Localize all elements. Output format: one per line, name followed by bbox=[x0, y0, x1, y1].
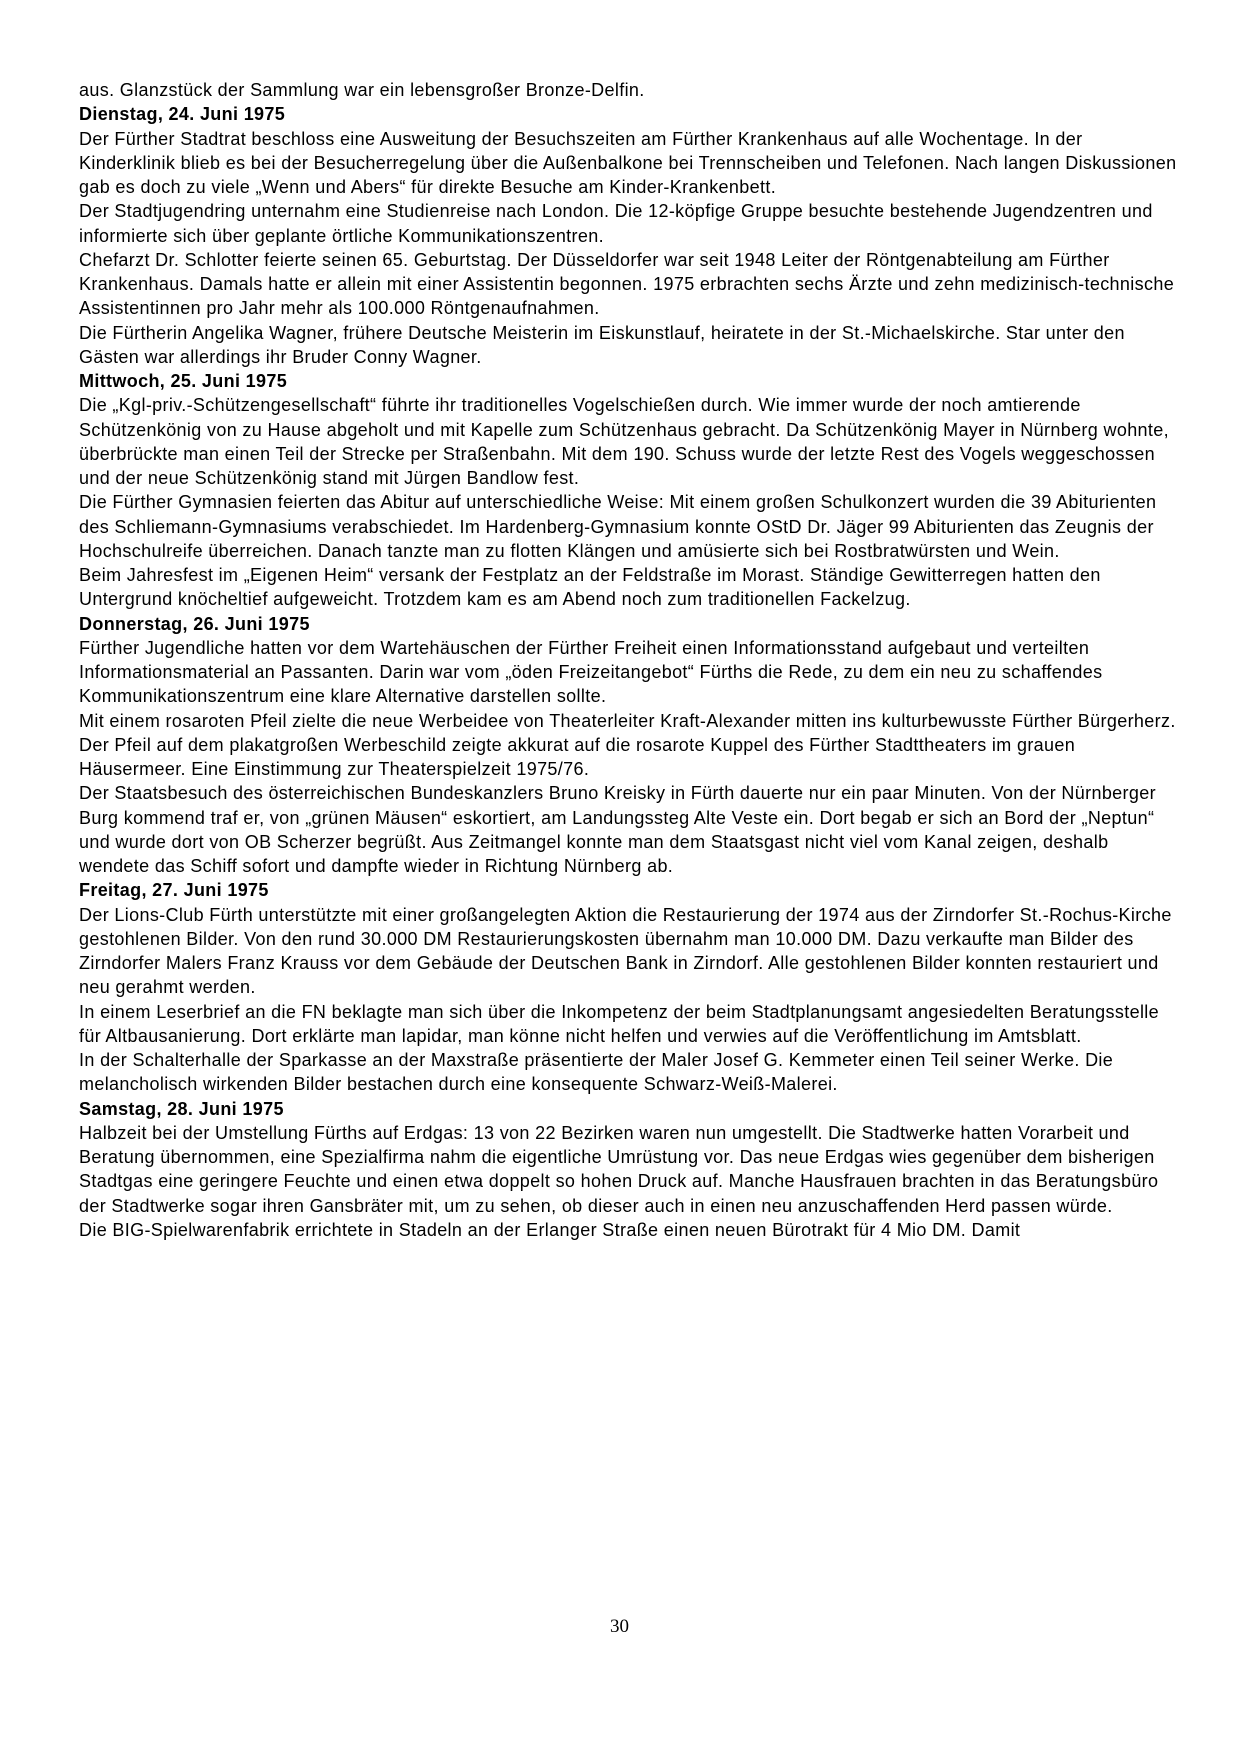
page-number: 30 bbox=[610, 1616, 629, 1637]
paragraph: Die Fürtherin Angelika Wagner, frühere Deutsche Meisterin im Eiskunstlauf, heiratete in der St.-Michaelskirche. Star unter den Gästen war allerdings ihr Bruder Conny Wagner. bbox=[79, 322, 1125, 367]
section-freitag-27-juni-1975 bbox=[79, 878, 1183, 1096]
paragraph: Chefarzt Dr. Schlotter feierte seinen 65. Geburtstag. Der Düsseldorfer war seit 1948 Leiter der Röntgenabteilung am Fürther Krankenhaus. Damals hatte er allein mit einer Assistentin begonnen. 1975 erbrachten sechs Ärzte und zehn medizinisch-technische Assistentinnen pro Jahr mehr als 100.000 Röntgenaufnahmen. bbox=[79, 249, 1175, 319]
paragraph: Der Lions-Club Fürth unterstützte mit einer großangelegten Aktion die Restaurierung der 1974 aus der Zirndorfer St.-Rochus-Kirche gestohlenen Bilder. Von den rund 30.000 DM Restaurierungskosten übernahm man 10.000 DM. Dazu verkaufte man Bilder des Zirndorfer Malers Franz Krauss vor dem Gebäude der Deutschen Bank in Zirndorf. Alle gestohlenen Bilder konnten restauriert und neu gerahmt werden. bbox=[79, 904, 1172, 998]
paragraph: Der Staatsbesuch des österreichischen Bundeskanzlers Bruno Kreisky in Fürth dauerte nur ein paar Minuten. Von der Nürnberger Burg kommend traf er, von „grünen Mäusen“ eskortiert, am Landungssteg Alte Veste ein. Dort begab er sich an Bord der „Neptun“ und wurde dort von OB Scherzer begrüßt. Aus Zeitmangel konnte man dem Staatsgast nicht viel vom Kanal zeigen, deshalb wendete das Schiff sofort und dampfte wieder in Richtung Nürnberg ab. bbox=[79, 783, 1156, 876]
paragraph: In einem Leserbrief an die FN beklagte man sich über die Inkompetenz der beim Stadtplanungsamt angesiedelten Beratungsstelle für Altbausanierung. Dort erklärte man lapidar, man könne nicht helfen und verwies auf die Veröffentlichung im Amtsblatt. bbox=[79, 1001, 1160, 1046]
continuation-paragraph: aus. Glanzstück der Sammlung war ein lebensgroßer Bronze-Delfin. bbox=[79, 80, 645, 100]
section-heading: Samstag, 28. Juni 1975 bbox=[79, 1098, 284, 1119]
paragraph: Die „Kgl-priv.-Schützengesellschaft“ führte ihr traditionelles Vogelschießen durch. Wie immer wurde der noch amtierende Schützenkönig von zu Hause abgeholt und mit Kapelle zum Schützenhaus gebracht. Da Schützenkönig Mayer in Nürnberg wohnte, überbrückte man einen Teil der Strecke per Straßenbahn. Mit dem 190. Schuss wurde der letzte Rest des Vogels weggeschossen und der neue Schützenkönig stand mit Jürgen Bandlow fest. bbox=[79, 395, 1169, 488]
paragraph: Der Fürther Stadtrat beschloss eine Ausweitung der Besuchszeiten am Fürther Krankenhaus auf alle Wochentage. In der Kinderklinik blieb es bei der Besucherregelung über die Außenbalkone bei Trennscheiben und Telefonen. Nach langen Diskussionen gab es doch zu viele „Wenn und Abers“ für direkte Besuche am Kinder-Krankenbett. bbox=[79, 128, 1177, 197]
section-donnerstag-26-juni-1975 bbox=[79, 612, 1183, 879]
section-heading: Donnerstag, 26. Juni 1975 bbox=[79, 613, 310, 634]
paragraph: Die Fürther Gymnasien feierten das Abitur auf unterschiedliche Weise: Mit einem großen Schulkonzert wurden die 39 Abiturienten des Schliemann-Gymnasiums verabschiedet. Im Hardenberg-Gymnasium konnte OStD Dr. Jäger 99 Abiturienten das Zeugnis der Hochschulreife überreichen. Danach tanzte man zu flotten Klängen und amüsierte sich bei Rostbratwürsten und Wein. bbox=[79, 492, 1157, 561]
paragraph: Fürther Jugendliche hatten vor dem Wartehäuschen der Fürther Freiheit einen Informationsstand aufgebaut und verteilten Informationsmaterial an Passanten. Darin war vom „öden Freizeitangebot“ Fürths die Rede, zu dem ein neu zu schaffendes Kommunikationszentrum eine klare Alternative darstellen sollte. bbox=[79, 637, 1103, 707]
section-heading: Mittwoch, 25. Juni 1975 bbox=[79, 371, 288, 391]
paragraph: Halbzeit bei der Umstellung Fürths auf Erdgas: 13 von 22 Bezirken waren nun umgestellt. Die Stadtwerke hatten Vorarbeit und Beratung übernommen, eine Spezialfirma nahm die eigentliche Umrüstung vor. Das neue Erdgas wies gegenüber dem bisherigen Stadtgas eine geringere Feuchte und einen etwa doppelt so hohen Druck auf. Manche Hausfrauen brachten in das Beratungsbüro der Stadtwerke sogar ihren Gansbräter mit, um zu sehen, ob dieser auch in einen neu anzuschaffenden Herd passen würde. bbox=[79, 1122, 1159, 1216]
section-mittwoch-25-juni-1975 bbox=[79, 369, 1183, 612]
section-heading: Dienstag, 24. Juni 1975 bbox=[79, 104, 286, 125]
paragraph: Die BIG-Spielwarenfabrik errichtete in Stadeln an der Erlanger Straße einen neuen Bürotrakt für 4 Mio DM. Damit bbox=[79, 1219, 1021, 1240]
section-samstag-28-juni-1975 bbox=[79, 1097, 1183, 1243]
paragraph: Beim Jahresfest im „Eigenen Heim“ versank der Festplatz an der Feldstraße im Morast. Ständige Gewitterregen hatten den Untergrund knöcheltief aufgeweicht. Trotzdem kam es am Abend noch zum traditionellen Fackelzug. bbox=[79, 565, 1101, 610]
paragraph: In der Schalterhalle der Sparkasse an der Maxstraße präsentierte der Maler Josef G. Kemmeter einen Teil seiner Werke. Die melancholisch wirkenden Bilder bestachen durch eine konsequente Schwarz-Weiß-Malerei. bbox=[79, 1050, 1114, 1095]
paragraph: Der Stadtjugendring unternahm eine Studienreise nach London. Die 12-köpfige Gruppe besuchte bestehende Jugendzentren und informierte sich über geplante örtliche Kommunikationszentren. bbox=[79, 201, 1153, 246]
section-heading: Freitag, 27. Juni 1975 bbox=[79, 880, 269, 901]
paragraph: Mit einem rosaroten Pfeil zielte die neue Werbeidee von Theaterleiter Kraft-Alexander mitten ins kulturbewusste Fürther Bürgerherz. Der Pfeil auf dem plakatgroßen Werbeschild zeigte akkurat auf die rosarote Kuppel des Fürther Stadttheaters im grauen Häusermeer. Eine Einstimmung zur Theaterspielzeit 1975/76. bbox=[79, 710, 1176, 779]
section-dienstag-24-juni-1975 bbox=[79, 102, 1183, 369]
